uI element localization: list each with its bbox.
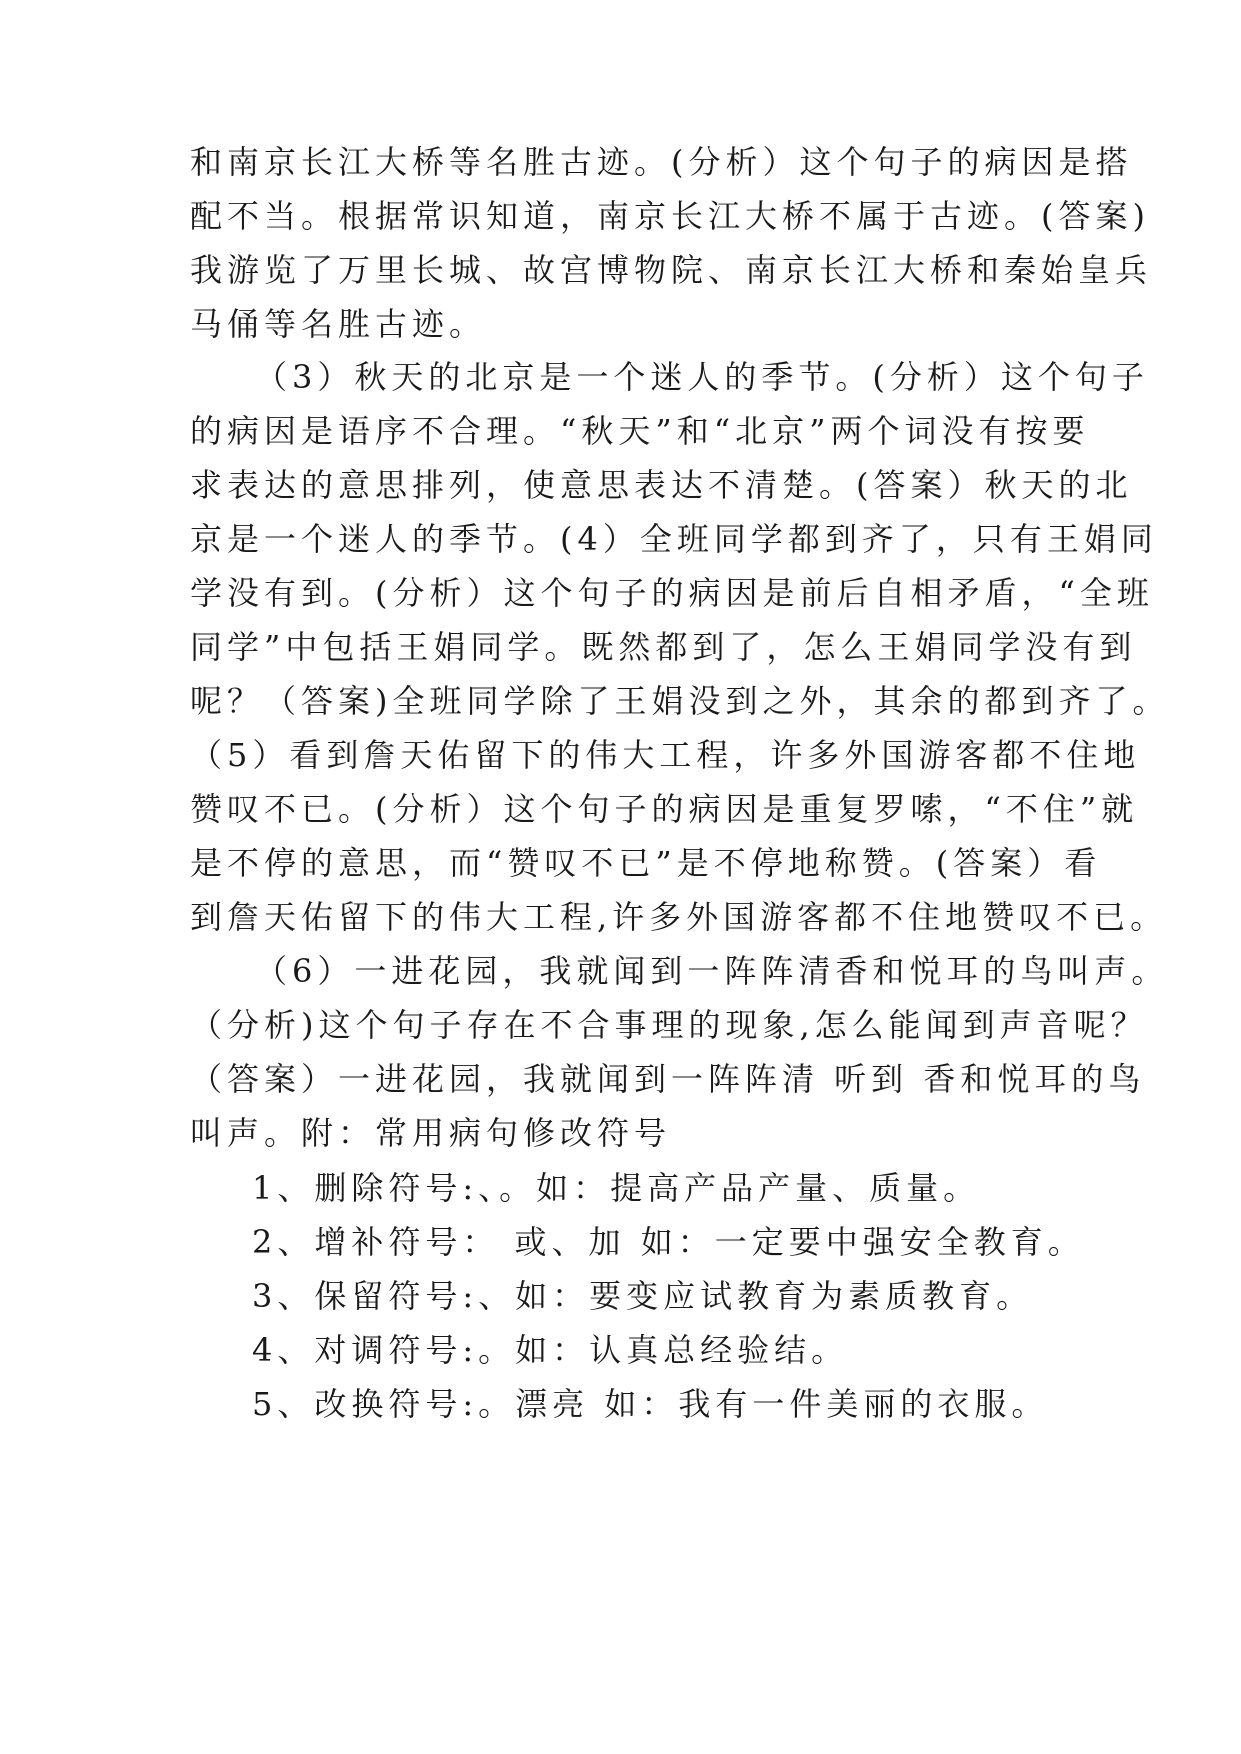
text-line: （分析)这个句子存在不合事理的现象,怎么能闻到声音呢？ xyxy=(190,1006,1148,1044)
list-item: 2、增补符号： 或、加 如：一定要中强安全教育。 xyxy=(252,1223,1085,1261)
text-line: 是不停的意思，而“赞叹不已”是不停地称赞。(答案）看 xyxy=(190,844,1102,882)
text-line: （5）看到詹天佑留下的伟大工程，许多外国游客都不住地 xyxy=(190,736,1141,774)
text-line: 的病因是语序不合理。“秋天”和“北京”两个词没有按要 xyxy=(190,412,1090,450)
text-line: 同学”中包括王娟同学。既然都到了，怎么王娟同学没有到 xyxy=(190,628,1137,666)
text-line: 赞叹不已。(分析）这个句子的病因是重复罗嗦，“不住”就 xyxy=(190,790,1139,828)
text-line: 呢？（答案)全班同学除了王娟没到之外，其余的都到齐了。 xyxy=(190,682,1170,720)
text-line: 我游览了万里长城、故宫博物院、南京长江大桥和秦始皇兵 xyxy=(190,251,1153,289)
text-line: 到詹天佑留下的伟大工程,许多外国游客都不住地赞叹不已。 xyxy=(190,898,1168,936)
list-item: 5、改换符号:。漂亮 如：我有一件美丽的衣服。 xyxy=(252,1385,1049,1423)
text-line: 求表达的意思排列，使意思表达不清楚。(答案）秋天的北 xyxy=(190,466,1133,504)
text-line: 马俑等名胜古迹。 xyxy=(190,305,487,343)
list-item: 1、删除符号:、。如：提高产品产量、质量。 xyxy=(252,1169,981,1207)
text-line: 京是一个迷人的季节。(4）全班同学都到齐了，只有王娟同 xyxy=(190,520,1158,558)
list-item: 3、保留符号:、如：要变应试教育为素质教育。 xyxy=(252,1277,1034,1315)
text-line: 和南京长江大桥等名胜古迹。(分析）这个句子的病因是搭 xyxy=(190,143,1133,181)
text-line: 学没有到。(分析）这个句子的病因是前后自相矛盾，“全班 xyxy=(190,574,1154,612)
text-line: （答案）一进花园，我就闻到一阵阵清 听到 香和悦耳的鸟 xyxy=(190,1060,1146,1098)
list-item: 4、对调符号:。如：认真总经验结。 xyxy=(252,1331,849,1369)
text-line: 配不当。根据常识知道，南京长江大桥不属于古迹。(答案) xyxy=(190,197,1150,235)
text-line: （3）秋天的北京是一个迷人的季节。(分析）这个句子 xyxy=(255,358,1149,396)
text-line: 叫声。附：常用病句修改符号 xyxy=(190,1114,672,1152)
text-line: （6）一进花园，我就闻到一阵阵清香和悦耳的鸟叫声。 xyxy=(255,952,1169,990)
